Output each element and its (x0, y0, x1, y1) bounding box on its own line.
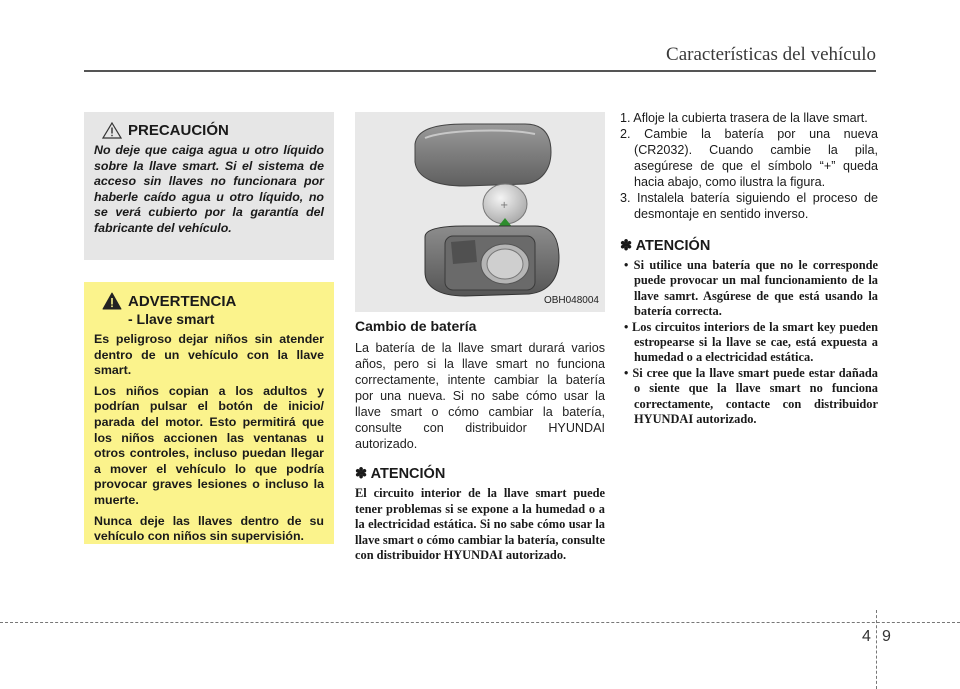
warning-paragraph: Nunca deje las llaves dentro de su vehículo con niños sin supervisión. (94, 513, 324, 544)
page-number: 9 (882, 628, 891, 645)
step-item: 1. Afloje la cubierta trasera de la llave smart. (620, 111, 868, 125)
steps-section (620, 110, 878, 427)
chapter-number: 4 (862, 628, 871, 645)
svg-text:+: + (500, 200, 509, 211)
caution-box (84, 112, 334, 260)
page-header-title: Características del vehículo (666, 44, 876, 65)
warning-box (84, 282, 334, 544)
warning-paragraph: Los niños copian a los adultos y podrían pulsar el botón de inicio/ parada del motor. Esto permitirá que los niños accionen las ventanas u otros controles, incluso puedan llegar a mover el vehículo lo que podría provocar graves lesiones o incluso la muerte. (94, 383, 324, 507)
warning-heading (102, 292, 324, 310)
battery-text: La batería de la llave smart durará varios años, pero si la llave smart no funciona correctamente, intente cambiar la batería por una nueva. Si no sabe cómo usar la llave smart o cómo cambiar la batería, consulte con distribuidor HYUNDAI autorizado. (355, 341, 605, 451)
caution-text: No deje que caiga agua u otro líquido sobre la llave smart. Si el sistema de acceso sin llaves no funcionara por haberle caído agua u otro líquido, no se verá cubierto por la garantía del fabricante del vehículo. (94, 143, 324, 235)
attention-heading: ✽ ATENCIÓN (620, 238, 711, 254)
footer-dashed-rule (0, 622, 960, 623)
battery-heading: Cambio de batería (355, 318, 477, 334)
smart-key-battery-figure (355, 112, 605, 312)
step-item: 3. Instalela batería siguiendo el proceso de desmontaje en sentido inverso. (620, 191, 878, 221)
figure-code: OBH048004 (543, 295, 599, 306)
attention-text: El circuito interior de la llave smart puede tener problemas si se expone a la humedad o a la electricidad estática. Si no sabe cómo usar la llave smart o cómo cambiar la batería, consulte con distribuidor HYUNDAI autorizado. (355, 486, 605, 563)
caution-triangle-icon (102, 122, 122, 139)
smart-key-illustration (355, 112, 605, 312)
battery-section (355, 318, 605, 564)
attention-heading: ✽ ATENCIÓN (355, 466, 446, 482)
caution-title: PRECAUCIÓN (128, 122, 229, 139)
footer-divider (876, 610, 877, 689)
attention-bullet: • Si cree que la llave smart puede estar dañada o siente que la llave smart no funciona correctamente, contacte con distribuidor HYUNDAI autorizado. (624, 365, 878, 427)
attention-bullet: • Los circuitos interiors de la smart key pueden estropearse si la llave se cae, está expuesta a humedad o a electricidad estática. (624, 319, 878, 365)
warning-paragraph: Es peligroso dejar niños sin atender dentro de un vehículo con la llave smart. (94, 332, 324, 378)
warning-subtitle: - Llave smart (128, 311, 215, 327)
header-rule (84, 70, 876, 72)
step-item: 2. Cambie la batería por una nueva (CR2032). Cuando cambie la pila, asegúrese de que el símbolo “+” queda hacia abajo, como ilustra la figura. (620, 127, 878, 189)
warning-triangle-icon (102, 292, 122, 310)
warning-text (94, 332, 324, 545)
caution-heading (102, 122, 324, 139)
attention-bullet: • Si utilice una batería que no le corresponde puede provocar un mal funcionamiento de la llave samrt. Asgúrese de que está usando la batería correcta. (624, 258, 878, 319)
warning-title: ADVERTENCIA (128, 292, 237, 310)
